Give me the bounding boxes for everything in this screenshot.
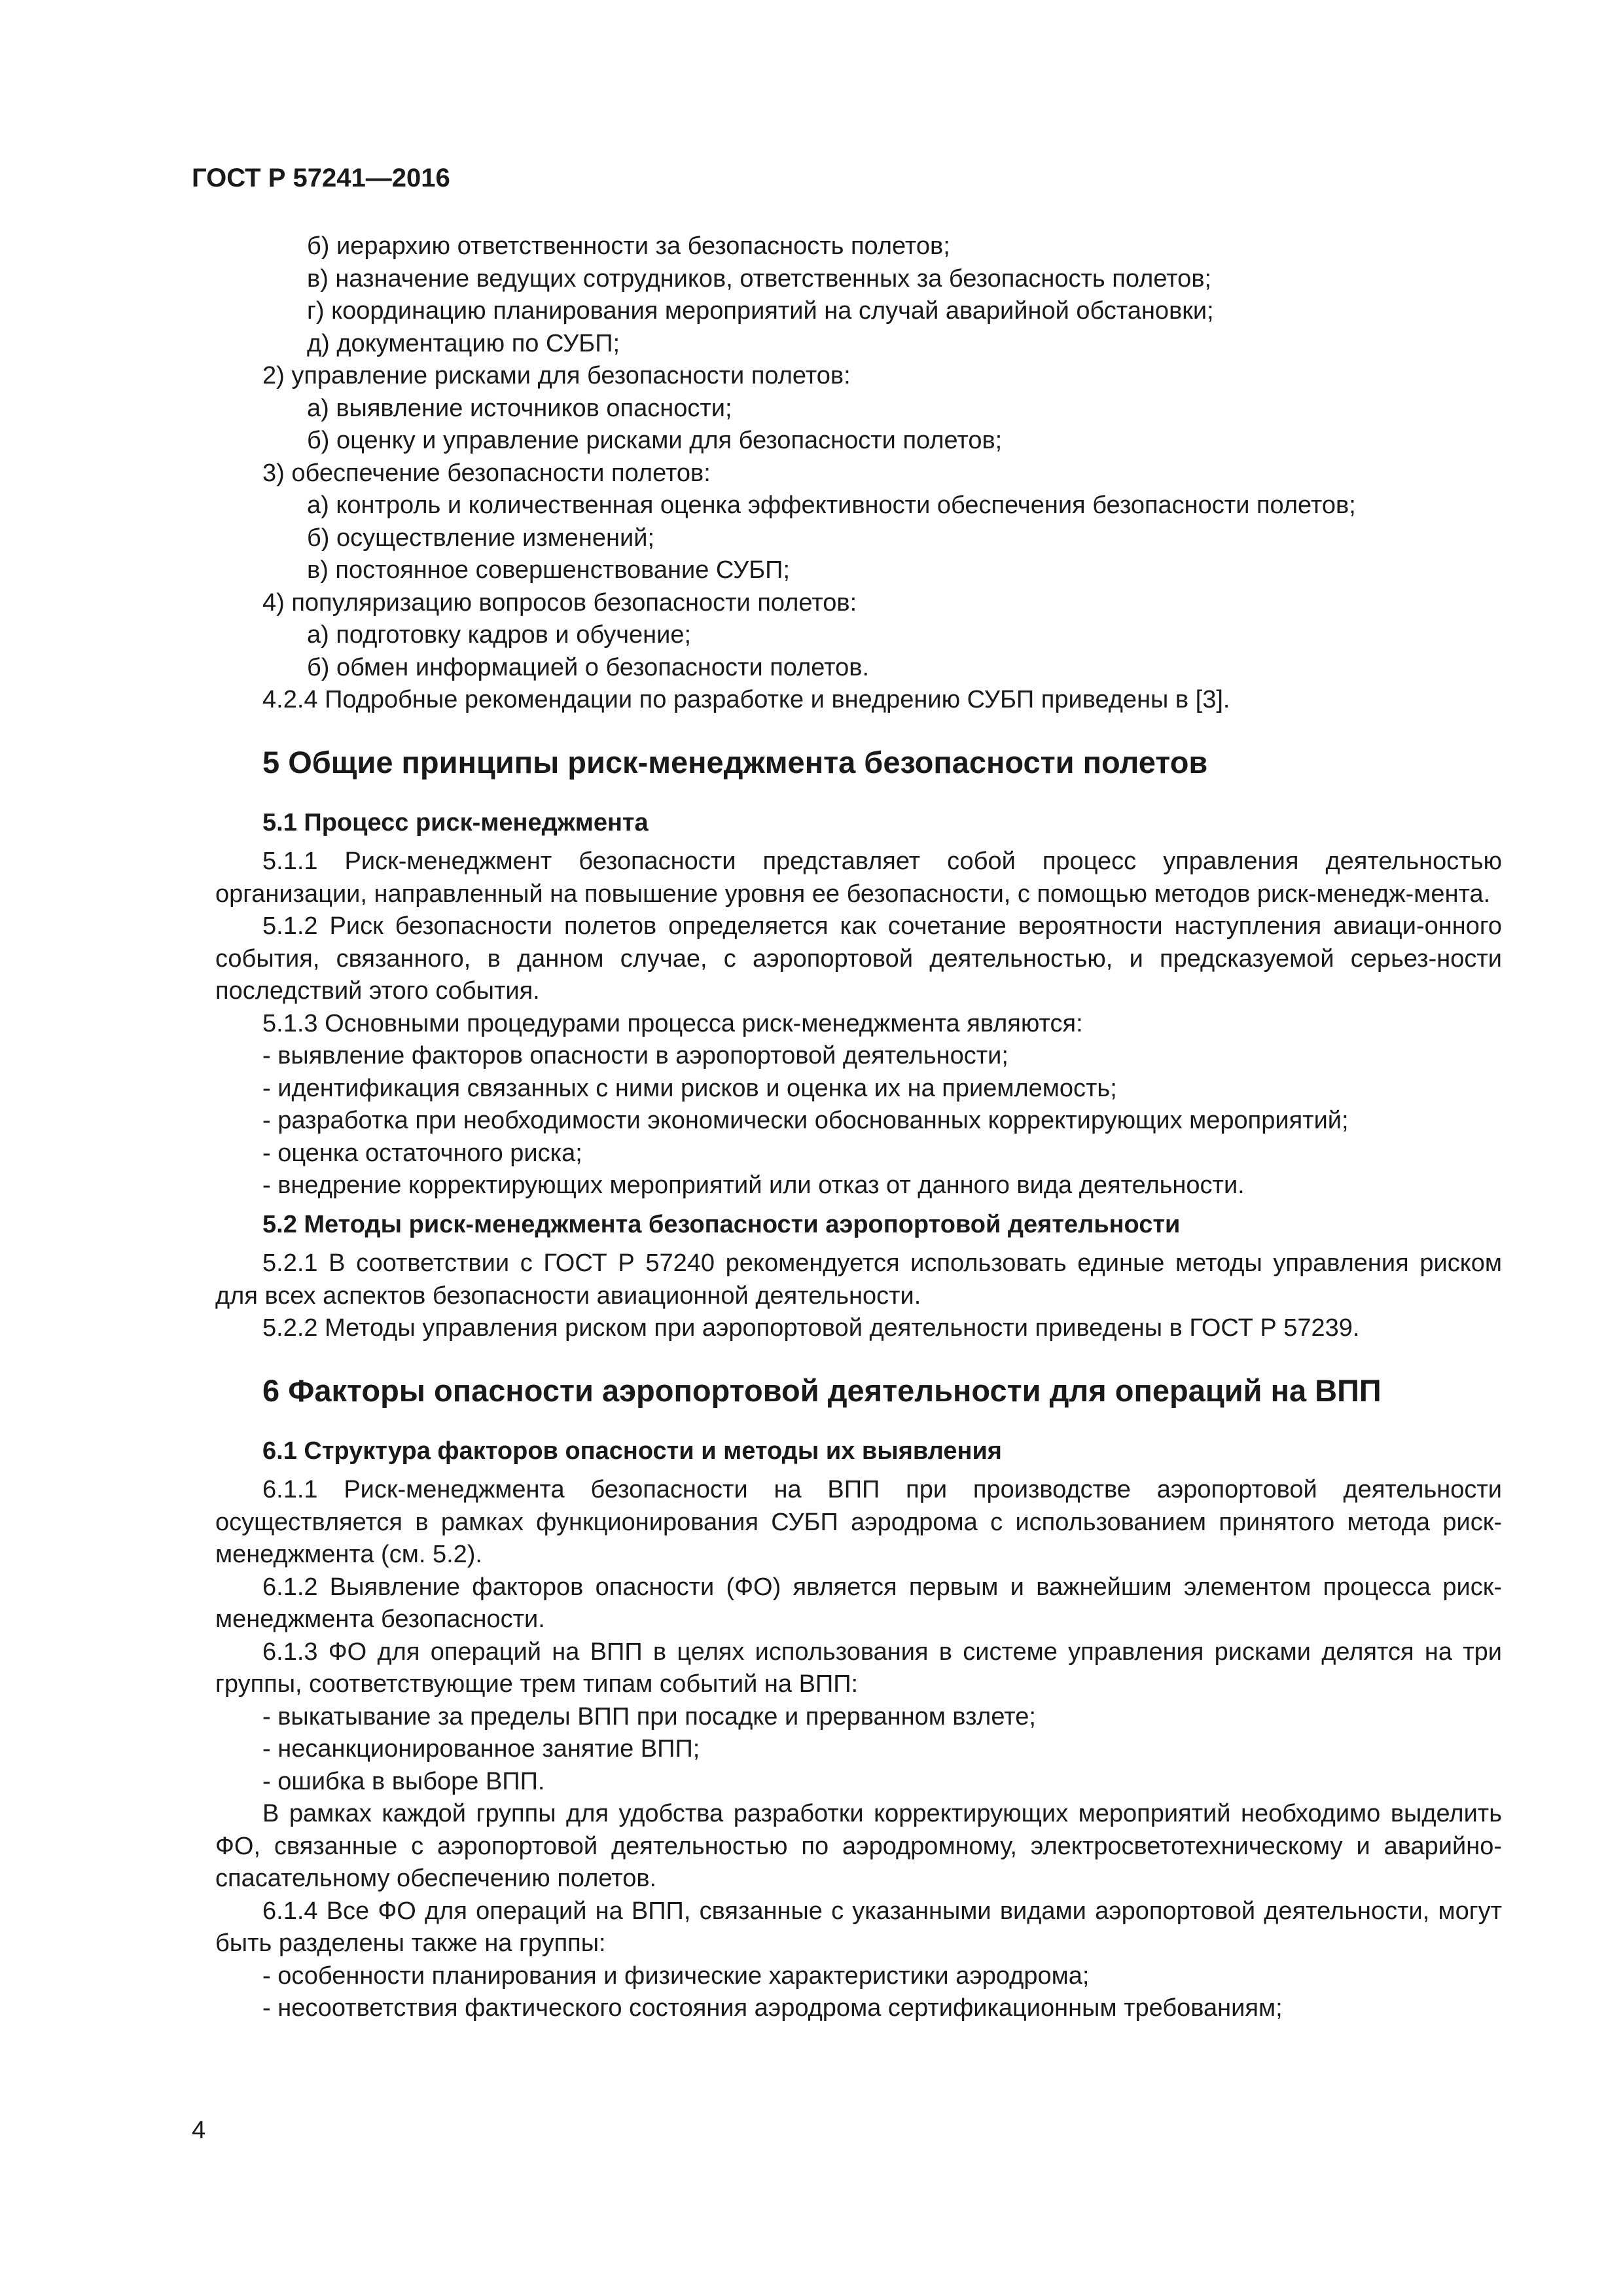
list-item: - несанкционированное занятие ВПП; — [262, 1735, 700, 1763]
list-item: - оценка остаточного риска; — [262, 1139, 582, 1167]
paragraph-6-1-3: 6.1.3 ФО для операций на ВПП в целях использования в системе управления рисками делятся на три группы, соответствующие трем типам событий на ВПП: — [215, 1638, 1502, 1698]
list-item: а) выявление источников опасности; — [307, 394, 732, 422]
list-item: б) иерархию ответственности за безопасность полетов; — [307, 232, 950, 260]
document-header: ГОСТ Р 57241—2016 — [192, 164, 450, 192]
list-item: 3) обеспечение безопасности полетов: — [262, 459, 711, 487]
subsection-heading-6-1: 6.1 Структура факторов опасности и методы их выявления — [262, 1437, 1002, 1465]
paragraph: В рамках каждой группы для удобства разработки корректирующих мероприятий необходимо выделить ФО, связанные с аэропортовой деятельностью по аэродромному, электросветотехническому и аварийно-спасательному обеспечению полетов. — [215, 1800, 1502, 1892]
subsection-heading-5-1: 5.1 Процесс риск-менеджмента — [262, 808, 649, 836]
page-number: 4 — [192, 2117, 206, 2144]
list-item: - идентификация связанных с ними рисков и оценка их на приемлемость; — [262, 1074, 1117, 1102]
section-heading-6: 6 Факторы опасности аэропортовой деятельности для операций на ВПП — [262, 1372, 1382, 1408]
list-item: - выявление факторов опасности в аэропортовой деятельности; — [262, 1042, 1008, 1069]
list-item: - особенности планирования и физические характеристики аэродрома; — [262, 1962, 1090, 1990]
list-item: б) осуществление изменений; — [307, 524, 655, 552]
list-item: - выкатывание за пределы ВПП при посадке и прерванном взлете; — [262, 1702, 1036, 1731]
paragraph: 4.2.4 Подробные рекомендации по разработке и внедрению СУБП приведены в [3]. — [262, 686, 1230, 713]
list-item: б) оценку и управление рисками для безопасности полетов; — [307, 427, 1003, 454]
subsection-heading-5-2: 5.2 Методы риск-менеджмента безопасности аэропортовой деятельности — [262, 1210, 1181, 1238]
paragraph-5-2-2: 5.2.2 Методы управления риском при аэропортовой деятельности приведены в ГОСТ Р 57239. — [262, 1314, 1360, 1342]
document-body — [215, 230, 1502, 2025]
list-item: д) документацию по СУБП; — [307, 329, 620, 357]
paragraph-5-1-1: 5.1.1 Риск-менеджмент безопасности представляет собой процесс управления деятельностью организации, направленный на повышение уровня ее безопасности, с помощью методов риск-менедж-мента. — [215, 848, 1502, 908]
list-item: а) контроль и количественная оценка эффективности обеспечения безопасности полетов; — [307, 492, 1356, 519]
list-item: в) постоянное совершенствование СУБП; — [307, 556, 791, 584]
list-item: 4) популяризацию вопросов безопасности полетов: — [262, 588, 857, 617]
list-item: - разработка при необходимости экономически обоснованных корректирующих мероприятий; — [262, 1107, 1349, 1134]
paragraph-5-1-2: 5.1.2 Риск безопасности полетов определяется как сочетание вероятности наступления авиаци-онного события, связанного, в данном случае, с аэропортовой деятельностью, и предсказуемой серьез-ности последствий этого события. — [215, 912, 1502, 1005]
list-item: - несоответствия фактического состояния аэродрома сертификационным требованиям; — [262, 1994, 1283, 2022]
paragraph-6-1-4: 6.1.4 Все ФО для операций на ВПП, связанные с указанными видами аэропортовой деятельности, могут быть разделены также на группы: — [215, 1897, 1502, 1957]
paragraph-5-1-3: 5.1.3 Основными процедурами процесса риск-менеджмента являются: — [262, 1009, 1083, 1037]
list-item: - ошибка в выборе ВПП. — [262, 1767, 545, 1795]
list-item: г) координацию планирования мероприятий на случай аварийной обстановки; — [307, 297, 1214, 325]
list-item: а) подготовку кадров и обучение; — [307, 621, 692, 649]
list-item: 2) управление рисками для безопасности полетов: — [262, 362, 851, 389]
list-item: - внедрение корректирующих мероприятий или отказ от данного вида деятельности. — [262, 1172, 1245, 1199]
paragraph-6-1-1: 6.1.1 Риск-менеджмента безопасности на ВПП при производстве аэропортовой деятельности осуществляется в рамках функционирования СУБП аэродрома с использованием принятого метода риск-менеджмента (см. 5.2). — [215, 1476, 1502, 1568]
paragraph-6-1-2: 6.1.2 Выявление факторов опасности (ФО) является первым и важнейшим элементом процесса риск-менеджмента безопасности. — [215, 1573, 1502, 1633]
list-item: в) назначение ведущих сотрудников, ответственных за безопасность полетов; — [307, 264, 1212, 293]
section-heading-5: 5 Общие принципы риск-менеджмента безопасности полетов — [262, 744, 1208, 780]
paragraph-5-2-1: 5.2.1 В соответствии с ГОСТ Р 57240 рекомендуется использовать единые методы управления риском для всех аспектов безопасности авиационной деятельности. — [215, 1249, 1502, 1310]
list-item: б) обмен информацией о безопасности полетов. — [307, 653, 870, 681]
